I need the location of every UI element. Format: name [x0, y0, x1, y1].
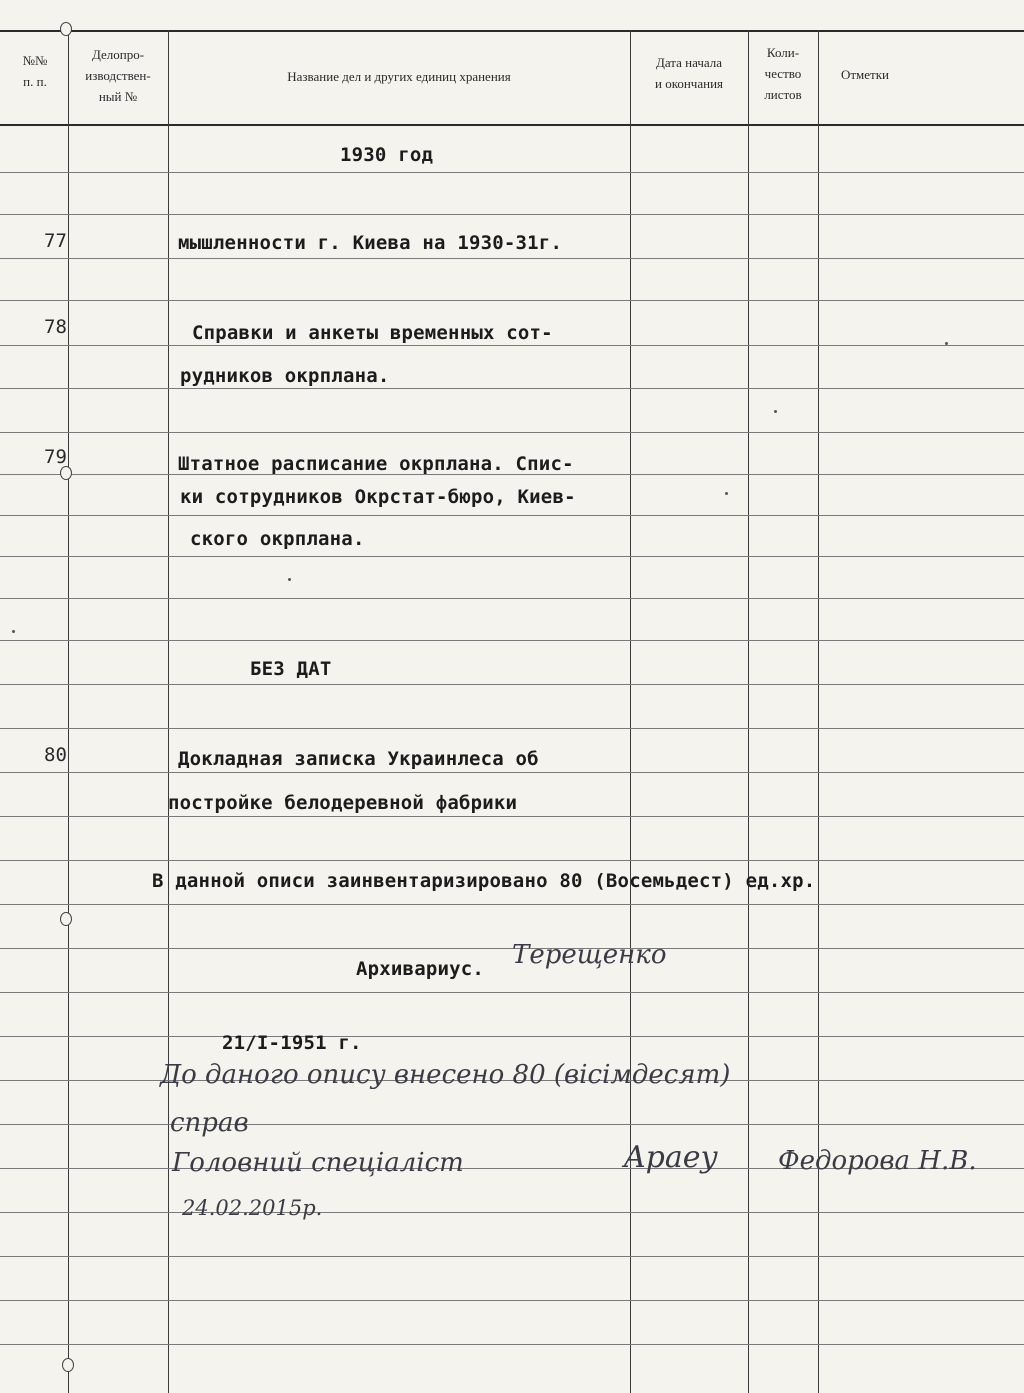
row-rule: [0, 816, 1024, 817]
column-divider: [168, 30, 169, 1393]
row-rule: [0, 258, 1024, 259]
binding-hole: [62, 1358, 74, 1372]
row-rule: [0, 1344, 1024, 1345]
speck: [12, 630, 15, 633]
column-divider: [818, 30, 819, 1393]
entry-title-line: Докладная записка Украинлеса об: [178, 748, 539, 770]
header-office-num: Делопро- изводствен- ный №: [85, 47, 151, 104]
row-rule: [0, 172, 1024, 173]
row-rule: [0, 1124, 1024, 1125]
entry-number: 80: [44, 744, 67, 766]
row-rule: [0, 904, 1024, 905]
row-rule: [0, 345, 1024, 346]
row-rule: [0, 860, 1024, 861]
row-rule: [0, 992, 1024, 993]
row-rule: [0, 1256, 1024, 1257]
speck: [945, 342, 948, 345]
row-rule: [0, 432, 1024, 433]
handwritten-note-line: До даного опису внесено 80 (вісімдесят): [160, 1060, 731, 1090]
header-sheets: Коли- чество листов: [764, 45, 802, 102]
entry-title-line: рудников окрплана.: [180, 365, 390, 387]
row-rule: [0, 640, 1024, 641]
archivist-label: Архивариус.: [356, 958, 485, 980]
handwritten-name: Федорова Н.В.: [778, 1146, 977, 1176]
binding-hole: [60, 22, 72, 36]
row-rule: [0, 556, 1024, 557]
handwritten-signature: Apaey: [624, 1140, 718, 1175]
archivist-signature: Терещенко: [512, 940, 667, 970]
column-divider: [68, 30, 69, 1393]
entry-title-line: ки сотрудников Окрстат-бюро, Киев-: [180, 486, 576, 508]
entry-number: 77: [44, 230, 67, 252]
handwritten-note-line: справ: [170, 1108, 249, 1138]
entry-title-line: Справки и анкеты временных сот-: [192, 322, 553, 344]
handwritten-date: 24.02.2015р.: [182, 1196, 323, 1220]
entry-title-line: мышленности г. Киева на 1930-31г.: [178, 232, 563, 254]
header-notes: Отметки: [840, 67, 890, 82]
row-rule: [0, 214, 1024, 215]
row-rule: [0, 1036, 1024, 1037]
binding-hole: [60, 466, 72, 480]
speck: [288, 578, 291, 581]
row-rule: [0, 1212, 1024, 1213]
row-rule: [0, 515, 1024, 516]
inventory-date: 21/I-1951 г.: [222, 1032, 362, 1054]
inventory-summary: В данной описи заинвентаризировано 80 (Восемьдест) ед.хр.: [152, 870, 816, 892]
handwritten-position: Головний спеціаліст: [172, 1148, 464, 1178]
entry-title-line: Штатное расписание окрплана. Спис-: [178, 453, 574, 475]
row-rule: [0, 728, 1024, 729]
entry-number: 78: [44, 316, 67, 338]
speck: [725, 492, 728, 495]
binding-hole: [60, 912, 72, 926]
speck: [774, 410, 777, 413]
row-rule: [0, 684, 1024, 685]
header-dates: Дата начала и окончания: [654, 55, 724, 91]
row-rule: [0, 300, 1024, 301]
header-num: №№ п. п.: [22, 53, 48, 89]
column-divider: [748, 30, 749, 1393]
entry-title-line: постройке белодеревной фабрики: [168, 792, 518, 814]
column-divider: [630, 30, 631, 1393]
undated-heading: БЕЗ ДАТ: [250, 658, 332, 680]
row-rule: [0, 1300, 1024, 1301]
row-rule: [0, 388, 1024, 389]
year-heading: 1930 год: [340, 144, 434, 166]
header-title: Название дел и других единиц хранения: [287, 69, 511, 84]
header-bottom-border: [0, 124, 1024, 126]
entry-number: 79: [44, 446, 67, 468]
row-rule: [0, 772, 1024, 773]
entry-title-line: ского окрплана.: [190, 528, 365, 550]
table-top-border: [0, 30, 1024, 32]
row-rule: [0, 598, 1024, 599]
